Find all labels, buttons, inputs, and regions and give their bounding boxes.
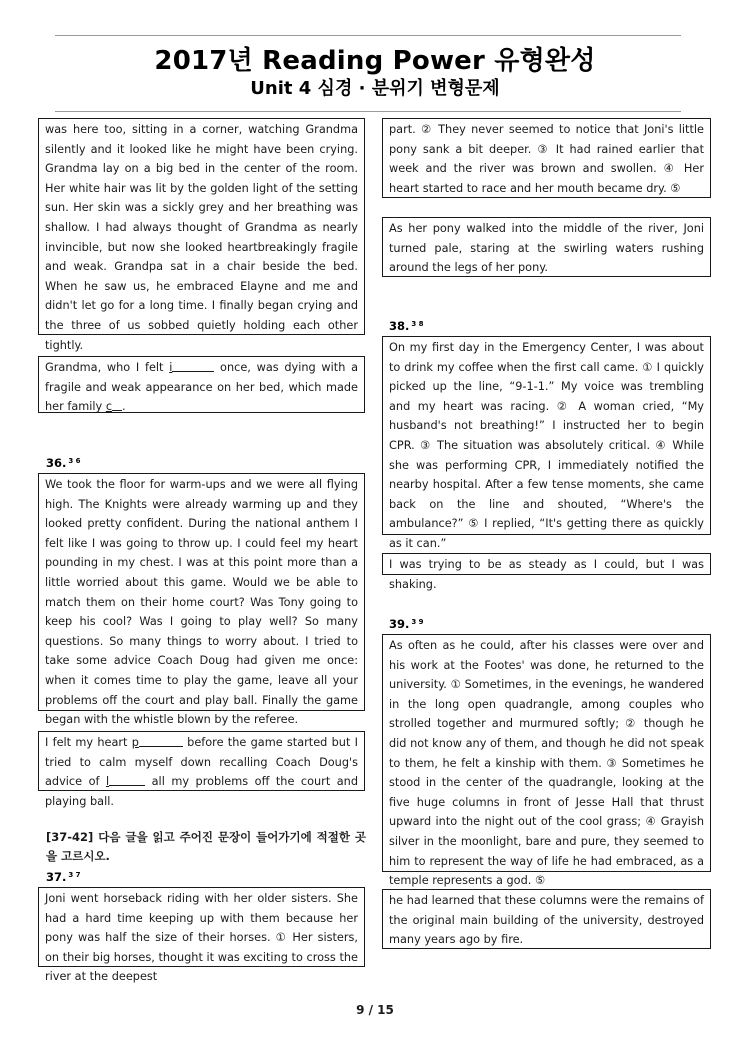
q35-blank1-line <box>172 360 214 372</box>
q37-number: 37. <box>46 870 67 884</box>
q35-summary-blank2: c <box>105 400 113 414</box>
q36-summary-blank2: l <box>105 775 110 789</box>
q37-passage-right: part. ② They never seemed to notice that Joni's little pony sank a bit deeper. ③ It had rained earlier that week and the river was brown and swollen. ④ Her heart started to race and her mouth became dry. ⑤ <box>389 123 704 195</box>
q35-passage-box <box>38 118 365 352</box>
q35-blank2-line <box>112 399 122 411</box>
section-instruction: [37-42] 다음 글을 읽고 주어진 문장이 들어가기에 적절한 곳을 고르시오. <box>46 830 366 863</box>
q39-given-box <box>382 889 711 949</box>
q39-given-sentence: he had learned that these columns were the remains of the original main building of the university, destroyed many years ago by fire. <box>389 894 704 947</box>
q36-blank2-line <box>109 774 145 786</box>
q39-number: 39. <box>389 617 410 631</box>
q36-summary-part2: before the game started but I tried to calm myself down recalling Coach Doug's advice of <box>45 736 358 789</box>
q36-ref: 3 6 <box>68 457 81 465</box>
q39-label <box>389 617 424 631</box>
q37-passage-left-box <box>38 887 365 984</box>
q36-summary-blank1: p <box>131 736 139 749</box>
q37-label <box>46 870 81 884</box>
q37-passage-left: Joni went horseback riding with her older sisters. She had a hard time keeping up with them because her pony was half the size of their horses. ① Her sisters, on their big horses, thought it was exciting to cross the river at the deepest <box>45 892 358 984</box>
q36-passage: We took the floor for warm-ups and we were all flying high. The Knights were already warming up and they looked pretty confident. During the national anthem I felt like I was going to throw up. I could feel my heart pounding in my chest. I was at this point more than a little worried about this game. Would we be able to match them on their home court? Was Tony going to keep his cool? Was I going to play well? So many questions. So many things to worry about. I tried to take some advice Coach Doug had given me once: when it comes time to play the game, leave all your problems off the court and play ball. Finally the game began with the whistle blown by the referee. <box>45 478 358 727</box>
q39-ref: 3 9 <box>411 618 424 626</box>
page-title: 2017년 Reading Power 유형완성 <box>154 46 596 76</box>
q38-given-sentence: I was trying to be as steady as I could, but I was shaking. <box>389 558 704 591</box>
page-subtitle: Unit 4 심경 · 분위기 변형문제 <box>250 78 500 99</box>
q35-summary-part2: once, was dying with a fragile and weak appearance on her bed, which made her family <box>45 361 359 414</box>
header-top-rule <box>55 35 681 36</box>
q38-ref: 3 8 <box>411 320 424 328</box>
q36-label <box>46 456 81 470</box>
q36-passage-box <box>38 473 365 727</box>
header-bottom-rule <box>55 111 681 112</box>
q38-number: 38. <box>389 319 410 333</box>
q37-given-box <box>382 217 711 277</box>
q38-passage: On my first day in the Emergency Center, I was about to drink my coffee when the first call came. ① I quickly picked up the line, “9-1-1.” My voice was trembling and my heart was racing. ② A woman cried, “My husband's not breathing!” I instructed her to begin CPR. ③ The situation was absolutely critical. ④ While she was performing CPR, I immediately notified the nearby hospital. After a few tense moments, she came back on the line and shouted, “Where's the ambulance?” ⑤ I replied, “It's getting there as quickly as it can.” <box>389 341 704 550</box>
q36-number: 36. <box>46 456 67 470</box>
q36-blank1-line <box>139 735 183 747</box>
q39-passage: As often as he could, after his classes were over and his work at the Footes' was done, he returned to the university. ① Sometimes, in the evenings, he wandered in the long open quadrangle, among couples who strolled together and murmured softly; ② though he did not know any of them, and though he did not speak to them, he felt a kinship with them. ③ Sometimes he stood in the center of the quadrangle, looking at the five huge columns in front of Jesse Hall that thrust upward into the night out of the cool grass; ④ Grayish silver in the moonlight, bare and pure, they seemed to him to represent the way of life he had embraced, as a temple represents a god. ⑤ <box>389 639 704 888</box>
q35-passage: was here too, sitting in a corner, watching Grandma silently and it looked like he might have been crying. Grandma lay on a big bed in the center of the room. Her white hair was lit by the golden light of the setting sun. Her skin was a sickly grey and her breathing was shallow. I had always thought of Grandma as nearly invincible, but now she looked heartbreakingly fragile and weak. Grandpa sat in a chair beside the bed. When he saw us, he embraced Elayne and me and didn't let go for a long time. I finally began crying and the three of us sobbed quietly holding each other tightly. <box>45 123 358 352</box>
q38-given-box <box>382 553 711 591</box>
q36-summary-box <box>38 731 365 808</box>
q38-label <box>389 319 424 333</box>
q37-given-sentence: As her pony walked into the middle of the river, Joni turned pale, staring at the swirling waters rushing around the legs of her pony. <box>389 222 704 275</box>
q38-passage-box <box>382 336 711 550</box>
q36-summary-part3: all my problems off the court and playing ball. <box>45 775 359 808</box>
q35-summary-box <box>38 356 365 413</box>
q39-passage-box <box>382 634 711 888</box>
q37-passage-right-box <box>382 118 711 198</box>
q37-ref: 3 7 <box>68 871 81 879</box>
q35-summary-part1: Grandma, who I felt <box>45 361 170 374</box>
q36-summary-part1: I felt my heart <box>45 736 132 749</box>
q35-summary-part3: . <box>122 400 126 414</box>
page-number: 9 / 15 <box>356 1003 394 1017</box>
q35-summary-blank1: i <box>169 361 173 374</box>
